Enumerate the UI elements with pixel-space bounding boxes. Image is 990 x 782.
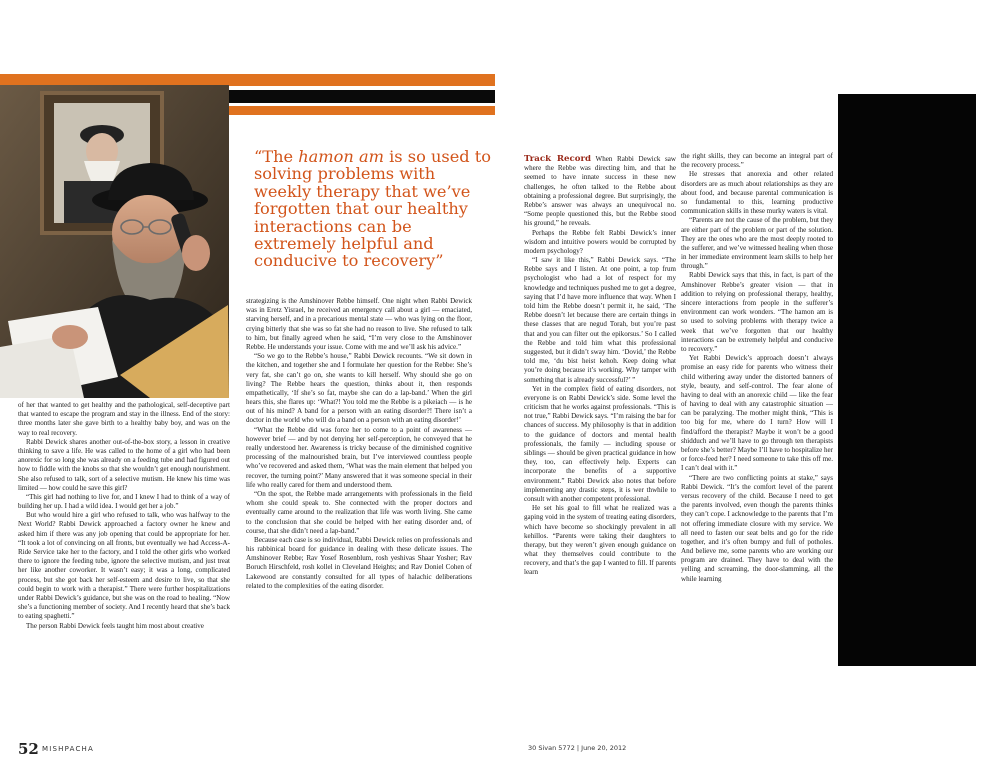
black-side-bar bbox=[838, 94, 976, 666]
paragraph: Yet in the complex field of eating disorders, not everyone is on Rabbi Dewick’s side. Some level the criticism that he works against professionals. “This is not true,” Rabbi Dewick says. “I’m raising the bar for chances of success. My philosophy is that in addition to the guidance of doctors and mental health professionals, the family — including spouse or siblings — should be given practical guidance in how they, too, can effectively help. Experts can incorporate the benefits of a supportive environment.” Rabbi Dewick also notes that before implementing any drastic steps, it is wer thwhile to consult with another competent professional. bbox=[524, 384, 676, 503]
paragraph bbox=[524, 155, 676, 229]
paragraph: “Parents are not the cause of the problem, but they are either part of the problem or part of the solution. They are the ones who are the most deeply rooted to the sufferer, and we’ve witnessed healing when those in her immediate environment learn skills to help her through.” bbox=[681, 216, 833, 271]
paragraph: Because each case is so individual, Rabbi Dewick relies on professionals and his rabbinical board for guidance in dealing with these delicate issues. The Amshinover Rebbe; Rav Yosef Rosenblum, rosh yeshivas Shaar Yosher; Rav Boruch Hirschfeld, rosh kollel in Cleveland Heights; and Rav Doniel Cohen of Lakewood are constantly consulted for all types of halachic deliberations related to the complexities of the eating disorder. bbox=[246, 535, 472, 590]
page-number: 52 bbox=[18, 740, 39, 758]
right-page-column-1 bbox=[524, 155, 676, 737]
pull-quote-emphasis: hamon am bbox=[298, 147, 384, 166]
pull-quote-open: “The bbox=[254, 147, 299, 166]
paragraph: Yet Rabbi Dewick’s approach doesn’t always promise an easy ride for parents who witness their child withering away under the distorted banners of style, beauty, and self-control. The fear alone of having to deal with an anorexic child — like the fear of having to deal with any catastrophic situation — can be paralyzing. The mother might think, “This is too big for me, where do I turn? How will I find/afford the therapist? Maybe it won’t be a good shidduch and we’ll have to go through ten therapists before she’s better? Maybe I’ll have to hospitalize her or force-feed her? I need someone to take this off me. I can’t deal with it.” bbox=[681, 354, 833, 473]
paragraph: the right skills, they can become an integral part of the recovery process.” bbox=[681, 152, 833, 170]
right-page bbox=[495, 0, 990, 782]
pull-quote bbox=[254, 148, 492, 270]
paragraph: “I saw it like this,” Rabbi Dewick says. “The Rebbe says and I listen. At one point, a top frum psychologist who had a lot of respect for my knowledge and techniques pushed me to get a degree, saying that I’d have more influence that way. When I told him the Rebbe doesn’t permit it, he said, ‘The Rebbe doesn’t let because there are certain things in these classes that are negud Torah, but you’re past that and you can filter out the epikorsus.’ So I called the Rebbe and told him what this professional suggested, but it didn’t sway him. ‘Dovid,’ the Rebbe told me, ‘du bist heist kehoh. Keep doing what you’re doing because it’s working. Why tamper with something that is already successful?’ ” bbox=[524, 256, 676, 384]
rabbi-photo bbox=[0, 85, 229, 398]
paragraph: strategizing is the Amshinover Rebbe himself. One night when Rabbi Dewick was in Eretz Yisrael, he received an emergency call about a girl — emaciated, starving herself, and in a precarious mental state — who was lying on the floor, crying bitterly that she was so fat she had no reason to live. She refused to talk to him, but finally agreed when he said, “I’m very close to the Amshinover Rebbe. He understands your issue. Come with me and we’ll ask his advice.” bbox=[246, 297, 472, 351]
paragraph: “On the spot, the Rebbe made arrangements with professionals in the field whom she could speak to. She connected with the proper doctors and eventually came around to the realization that life was worth living. She came to the conclusion that she could be helped with her eating disorder and, of course, that she didn’t need a lap-band.” bbox=[246, 489, 472, 535]
section-heading: Track Record bbox=[524, 155, 592, 164]
paragraph: But who would hire a girl who refused to talk, who was halfway to the Next World? Rabbi Dewick approached a factory owner he knew and asked him if there was any job opening that could be appropriate for her. “It took a lot of convincing on all fronts, but eventually we had Access-A-Ride Service take her to the factory, and I told the other girls who worked there to ignore the feeding tube, ignore the selective mutism, and just treat her like another coworker. It wasn’t easy; it was a long, complicated process, but she got back her self-esteem and desire to live, so that she could begin to work with a therapist.” There were further hospitalizations under Rabbi Dewick’s guidance, but she was on the road to healing. “Now she’s a functioning member of society. And I recently heard that she’s back to eating spaghetti.” bbox=[18, 511, 230, 621]
rabbi-photo-illustration bbox=[0, 85, 229, 398]
issue-date: 30 Sivan 5772 | June 20, 2012 bbox=[528, 744, 627, 752]
paragraph: Rabbi Dewick says that this, in fact, is part of the Amshinover Rebbe’s greater vision — that in addition to relying on professional therapy, healthy, sincere interactions from people in the sufferer’s environment can work wonders. “The hamon am is so used to solving problems with therapy twice a week that we’ve forgotten that our healthy interactions can be extremely helpful and conducive to recovery.” bbox=[681, 271, 833, 353]
left-page-column-2 bbox=[246, 297, 472, 745]
paragraph: “So we go to the Rebbe’s house,” Rabbi Dewick recounts. “We sit down in the kitchen, and together she and I formulate her question for the Rebbe: She’s very fat, she can’t go on, she wants to kill herself. Why should she go on living? The Rebbe hears the question, thinks about it, then responds empathetically, ‘If she’s so fat, maybe she can do a lap-band.’ When the girl hears this, she flares up: ‘What?! You told me the Rebbe is a pikeiach — is he out of his mind? A band for a person with an eating disorder?! There isn’t a doctor in the world who will do a band on a person with an eating disorder!’ bbox=[246, 352, 472, 425]
paragraph: “What the Rebbe did was force her to come to a point of awareness — however brief — and by not denying her self-perception, he conveyed that he really understood her. Awareness is tricky because of the diminished cognitive processing of the malnourished brain, but I’ve interviewed countless people who’ve recovered and asked them, ‘What was the main element that helped you recover, the turning point?’ Many answered that it was someone special in their life who really cared for them and understood them. bbox=[246, 425, 472, 489]
left-page-column-1 bbox=[18, 401, 230, 737]
right-page-column-2 bbox=[681, 152, 833, 749]
paragraph-text: When Rabbi Dewick saw where the Rebbe was directing him, and that he seemed to have innate success in these new challenges, he often talked to the Rebbe about obtaining a professional degree. But surprisingly, the Rebbe’s answer was always an unequivocal no. “Some people questioned this, but the Rebbe stood his ground,” he reveals. bbox=[524, 155, 676, 228]
paragraph: Rabbi Dewick shares another out-of-the-box story, a lesson in creative thinking to save a life. He was called to the home of a girl who had been anorexic for so long she was already on a feeding tube and had figured out how to fiddle with the knobs so that she wouldn’t get enough nourishment. She also refused to talk, sort of a selective mutism. He knew his time was limited — how could he save this girl? bbox=[18, 437, 230, 492]
paragraph: “There are two conflicting points at stake,” says Rabbi Dewick. “It’s the comfort level of the parent versus recovery of the child. Because I need to get the parents involved, even though the parents thinks they can’t cope. I acknowledge to the parents that I’m not offering immediate closure with my service. We all need to fasten our seat belts and go for the ride together, and it’s often bumpy and full of potholes. And believe me, some parents who are working our program are drained. They have to deal with the yelling and screaming, the door-slamming, all the while learning bbox=[681, 473, 833, 583]
paragraph: Perhaps the Rebbe felt Rabbi Dewick’s inner wisdom and intuitive powers would be corrupted by modern psychology? bbox=[524, 228, 676, 255]
paragraph: of her that wanted to get healthy and the pathological, self-deceptive part that wanted to escape the program and stay in the illness. End of the story: three months later she gave birth to a healthy baby boy, and was on the way to real recovery. bbox=[18, 401, 230, 437]
paragraph: He set his goal to fill what he realized was a gaping void in the system of treating eating disorders, which have become so shockingly prevalent in all kehillos. “Parents were taking their daughters to therapy, but they weren’t given enough guidance on what they themselves could contribute to the recovery, and that’s the gap I wanted to fill. If parents learn bbox=[524, 504, 676, 577]
paragraph: “This girl had nothing to live for, and I knew I had to think of a way of building her up. I had a wild idea. I would get her a job.” bbox=[18, 492, 230, 511]
paragraph: He stresses that anorexia and other related disorders are as much about relationships as they are about food, and because parental communication is so fundamental to this, learning productive communication skills in these murky waters is vital. bbox=[681, 170, 833, 216]
magazine-name: MISHPACHA bbox=[42, 745, 94, 753]
pull-quote-rest: is so used to solving problems with weekly therapy that we’ve forgotten that our healthy interactions can be extremely helpful and conducive to recovery” bbox=[254, 147, 492, 271]
paragraph: The person Rabbi Dewick feels taught him most about creative bbox=[26, 621, 204, 630]
